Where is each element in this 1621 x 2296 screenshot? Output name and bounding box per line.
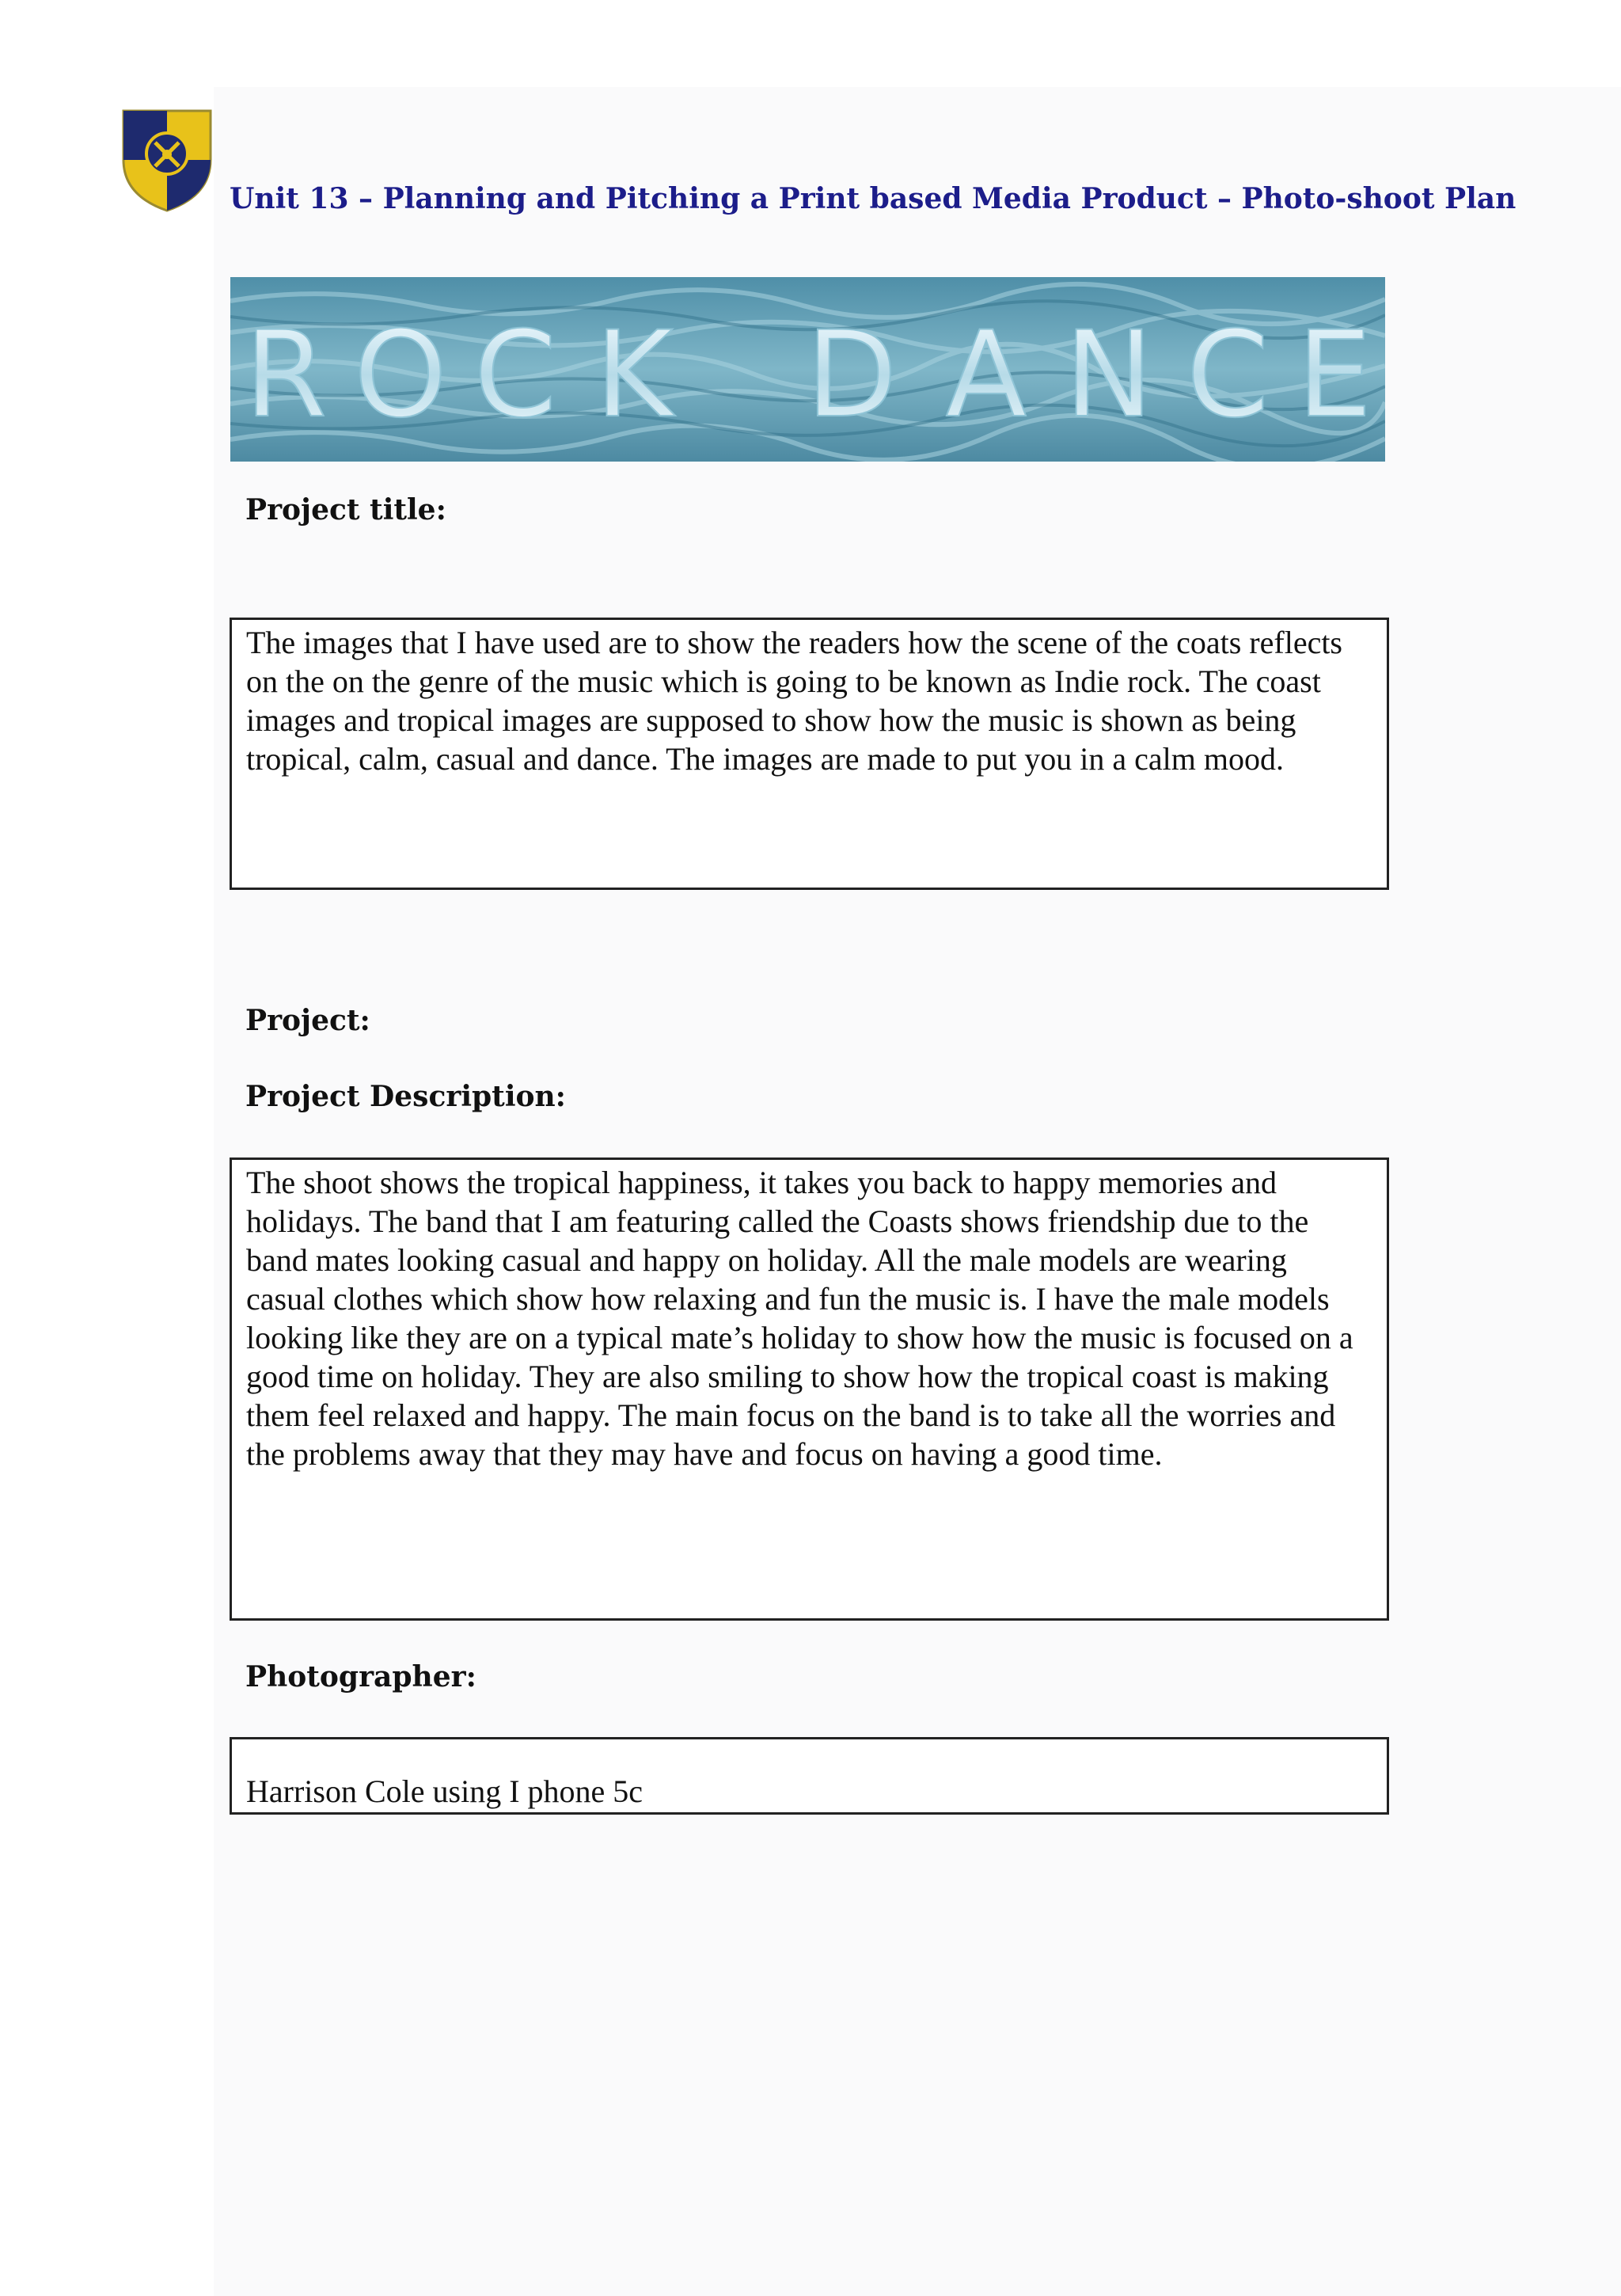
- banner-letter: D: [806, 306, 898, 444]
- project-description-label: Project Description:: [245, 1080, 566, 1113]
- banner-letter: A: [945, 306, 1027, 444]
- banner-letter: O: [353, 306, 448, 444]
- banner-letter: C: [1186, 306, 1270, 444]
- project-title-text: The images that I have used are to show the readers how the scene of the coats reflects on the on the genre of the music which is going to be known as Indie rock. The coast images and tropical images are supposed to show how the music is shown as being tropical, calm, casual and dance. The images are made to put you in a calm mood.: [246, 625, 1342, 777]
- banner-letter: K: [594, 306, 674, 444]
- project-title-label: Project title:: [245, 493, 446, 526]
- school-crest-icon: [117, 105, 217, 214]
- rock-dance-banner: [230, 277, 1385, 462]
- photographer-box: [230, 1737, 1389, 1815]
- banner-letter: R: [244, 306, 328, 444]
- banner-letter: C: [473, 306, 557, 444]
- photographer-text: Harrison Cole using I phone 5c: [246, 1773, 643, 1809]
- project-description-box: [230, 1158, 1389, 1621]
- banner-letter: E: [1296, 306, 1372, 444]
- document-title: Unit 13 – Planning and Pitching a Print based Media Product – Photo-shoot Plan: [230, 182, 1517, 215]
- project-description-text: The shoot shows the tropical happiness, it takes you back to happy memories and holidays. The band that I am featuring called the Coasts shows friendship due to the band mates looking casual and happy on holiday. All the male models are wearing casual clothes which show how relaxing and fun the music is. I have the male models looking like they are on a typical mate’s holiday to show how the music is focused on a good time on holiday. They are also smiling to show how the tropical coast is making them feel relaxed and happy. The main focus on the band is to take all the worries and the problems away that they may have and focus on having a good time.: [246, 1165, 1353, 1472]
- project-label: Project:: [245, 1004, 370, 1037]
- photographer-label: Photographer:: [245, 1660, 476, 1693]
- project-title-box: [230, 618, 1389, 890]
- banner-letter: N: [1064, 306, 1154, 444]
